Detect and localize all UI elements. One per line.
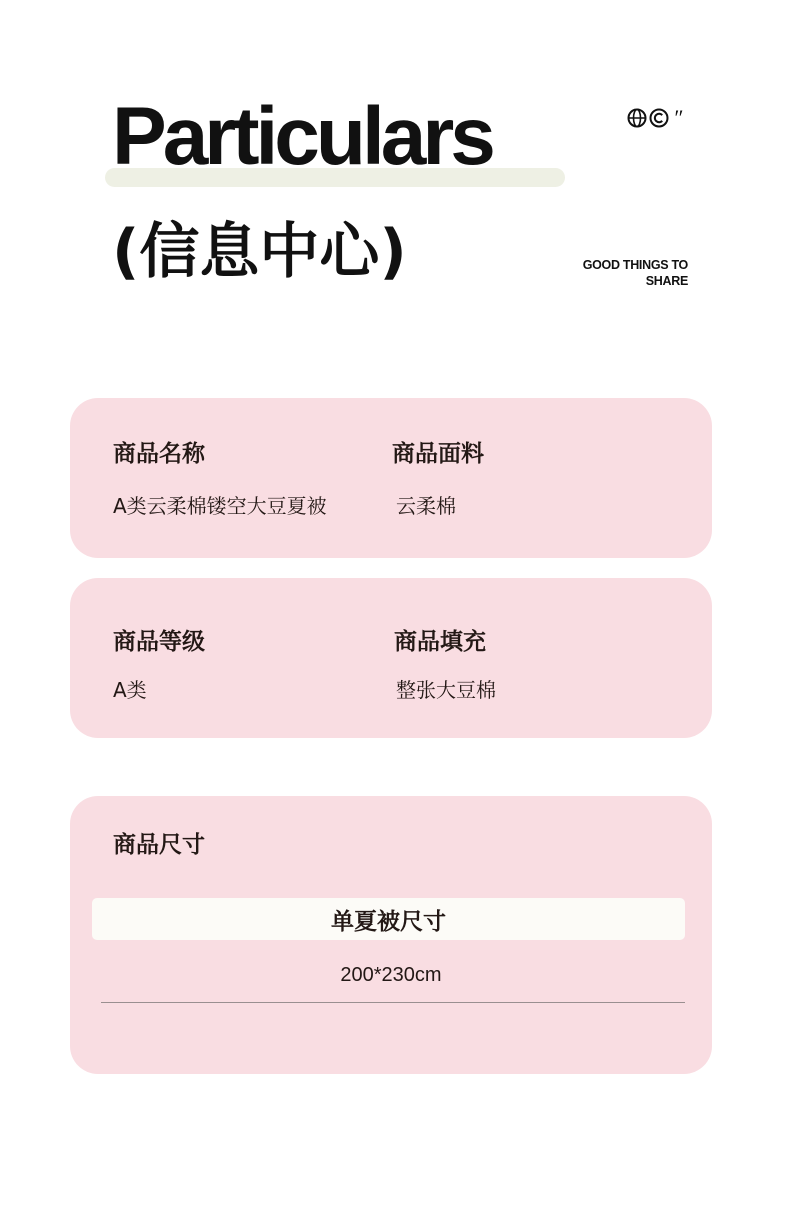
- double-tick-mark: ″: [673, 105, 683, 130]
- size-table-title: 单夏被尺寸: [331, 908, 446, 935]
- product-grade-value: A类: [113, 678, 147, 702]
- slogan-line-1: GOOD THINGS TO: [582, 258, 688, 272]
- size-table-header: [92, 898, 685, 940]
- slogan: [548, 257, 688, 289]
- page-title: Particulars: [112, 91, 492, 182]
- product-grade-label: 商品等级: [113, 629, 205, 655]
- product-size-label: 商品尺寸: [113, 832, 205, 858]
- info-card-size: [70, 796, 712, 1074]
- product-name-value: A类云柔棉镂空大豆夏被: [113, 494, 327, 518]
- slogan-line-2: SHARE: [645, 274, 688, 288]
- product-fabric-value: 云柔棉: [396, 494, 456, 518]
- size-value: 200*230cm: [340, 964, 442, 986]
- brand-icons: [627, 107, 682, 129]
- globe-icon: [627, 108, 647, 128]
- product-name-label: 商品名称: [113, 441, 205, 467]
- info-card-name-fabric: [70, 398, 712, 558]
- page-subtitle: (信息中心): [112, 217, 407, 287]
- size-divider: [101, 1002, 685, 1003]
- product-filling-value: 整张大豆棉: [396, 678, 496, 702]
- product-fabric-label: 商品面料: [392, 441, 484, 467]
- info-card-grade-filling: [70, 578, 712, 738]
- copyright-icon: [649, 108, 669, 128]
- product-filling-label: 商品填充: [394, 629, 486, 655]
